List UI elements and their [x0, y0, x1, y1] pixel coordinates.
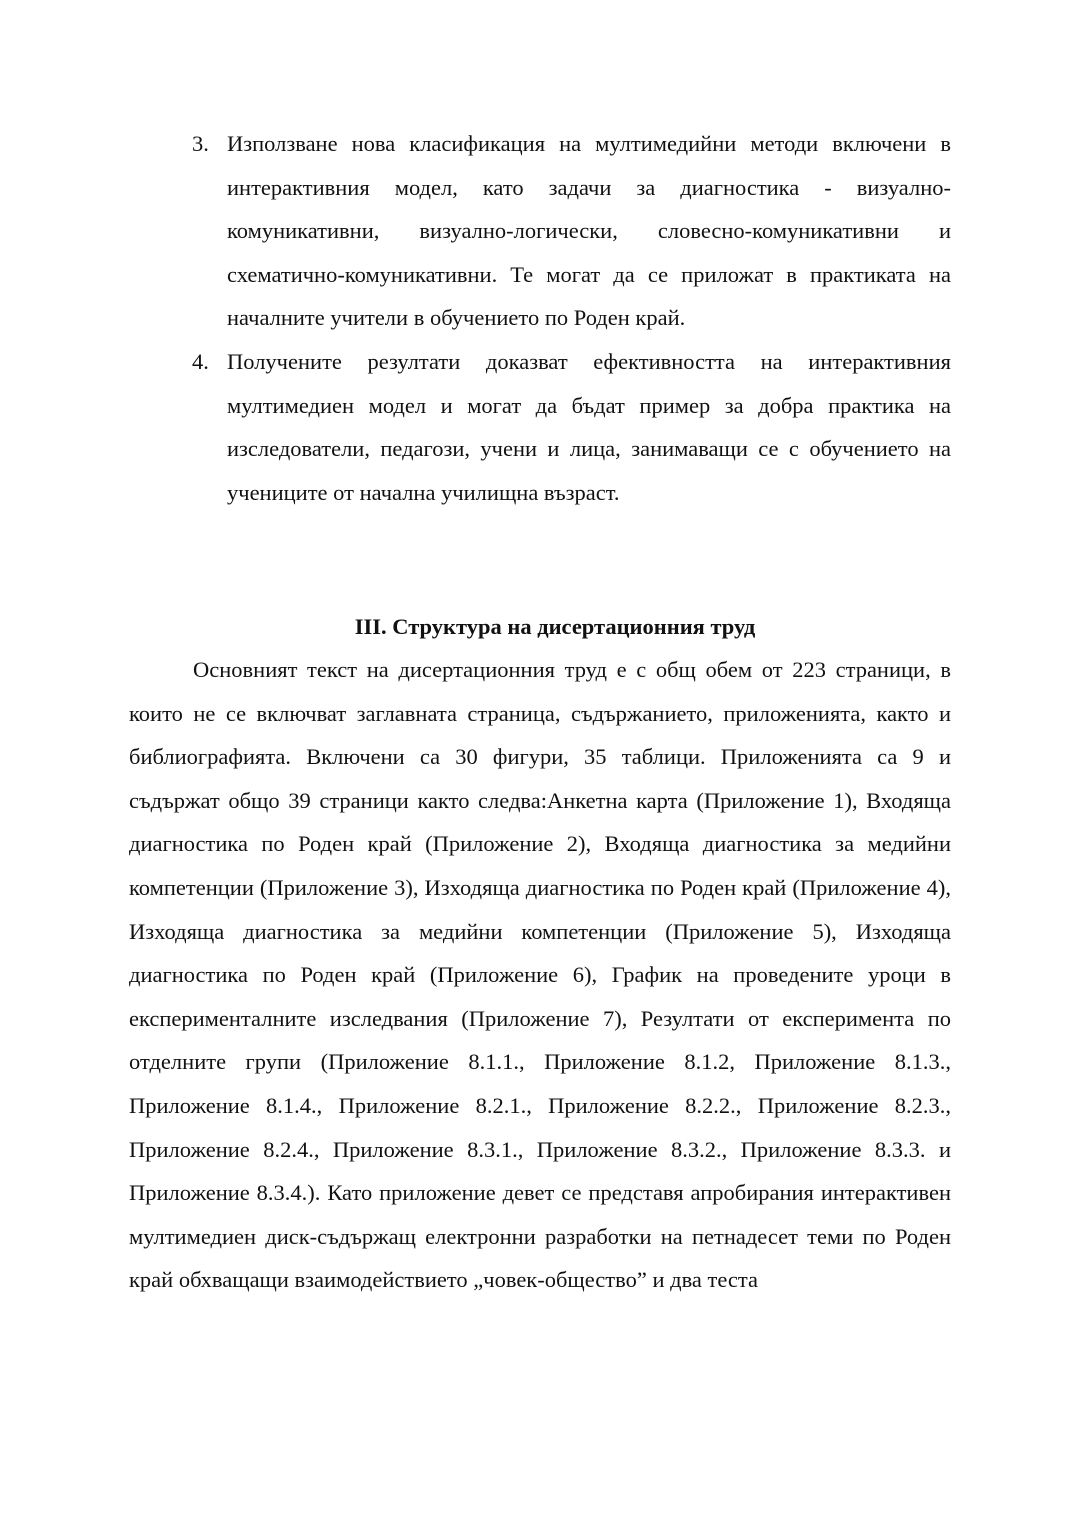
conclusions-list: [0, 122, 1080, 514]
list-item-text: Получените резултати доказват ефективността на интерактивния мултимедиен модел и могат да бъдат пример за добра практика на изследователи, педагози, учени и лица, занимаващи се с обучението на учениците от начална училищна възраст.: [227, 348, 951, 505]
section-heading: III. Структура на дисертационния труд: [354, 614, 756, 639]
list-item-number: 4.: [192, 348, 209, 374]
list-item: [192, 122, 951, 340]
list-item-text: Използване нова класификация на мултимедийни методи включени в интерактивния модел, като задачи за диагностика - визуално-комуникативни, визуално-логически, словесно-комуникативни и схематично-комуникативни. Те могат да се приложат в практиката на началните учители в обучението по Роден край.: [227, 131, 951, 331]
body-paragraph: Основният текст на дисертационния труд е с общ обем от 223 страници, в които не се включват заглавната страница, съдържанието, приложенията, както и библиографията. Включени са 30 фигури, 35 таблици. Приложенията са 9 и съдържат общо 39 страници както следва:Анкетна карта (Приложение 1), Входяща диагностика по Роден край (Приложение 2), Входяща диагностика за медийни компетенции (Приложение 3), Изходяща диагностика по Роден край (Приложение 4), Изходяща диагностика за медийни компетенции (Приложение 5), Изходяща диагностика по Роден край (Приложение 6), График на проведените уроци в експерименталните изследвания (Приложение 7), Резултати от експеримента по отделните групи (Приложение 8.1.1., Приложение 8.1.2, Приложение 8.1.3., Приложение 8.1.4., Приложение 8.2.1., Приложение 8.2.2., Приложение 8.2.3., Приложение 8.2.4., Приложение 8.3.1., Приложение 8.3.2., Приложение 8.3.3. и Приложение 8.3.4.). Като приложение девет се представя апробирания интерактивен мултимедиен диск-съдържащ електронни разработки на петнадесет теми по Роден край обхващащи взаимодействието „човек-общество” и два теста: [129, 657, 951, 1293]
list-item-number: 3.: [192, 131, 209, 156]
list-item: [192, 340, 951, 514]
